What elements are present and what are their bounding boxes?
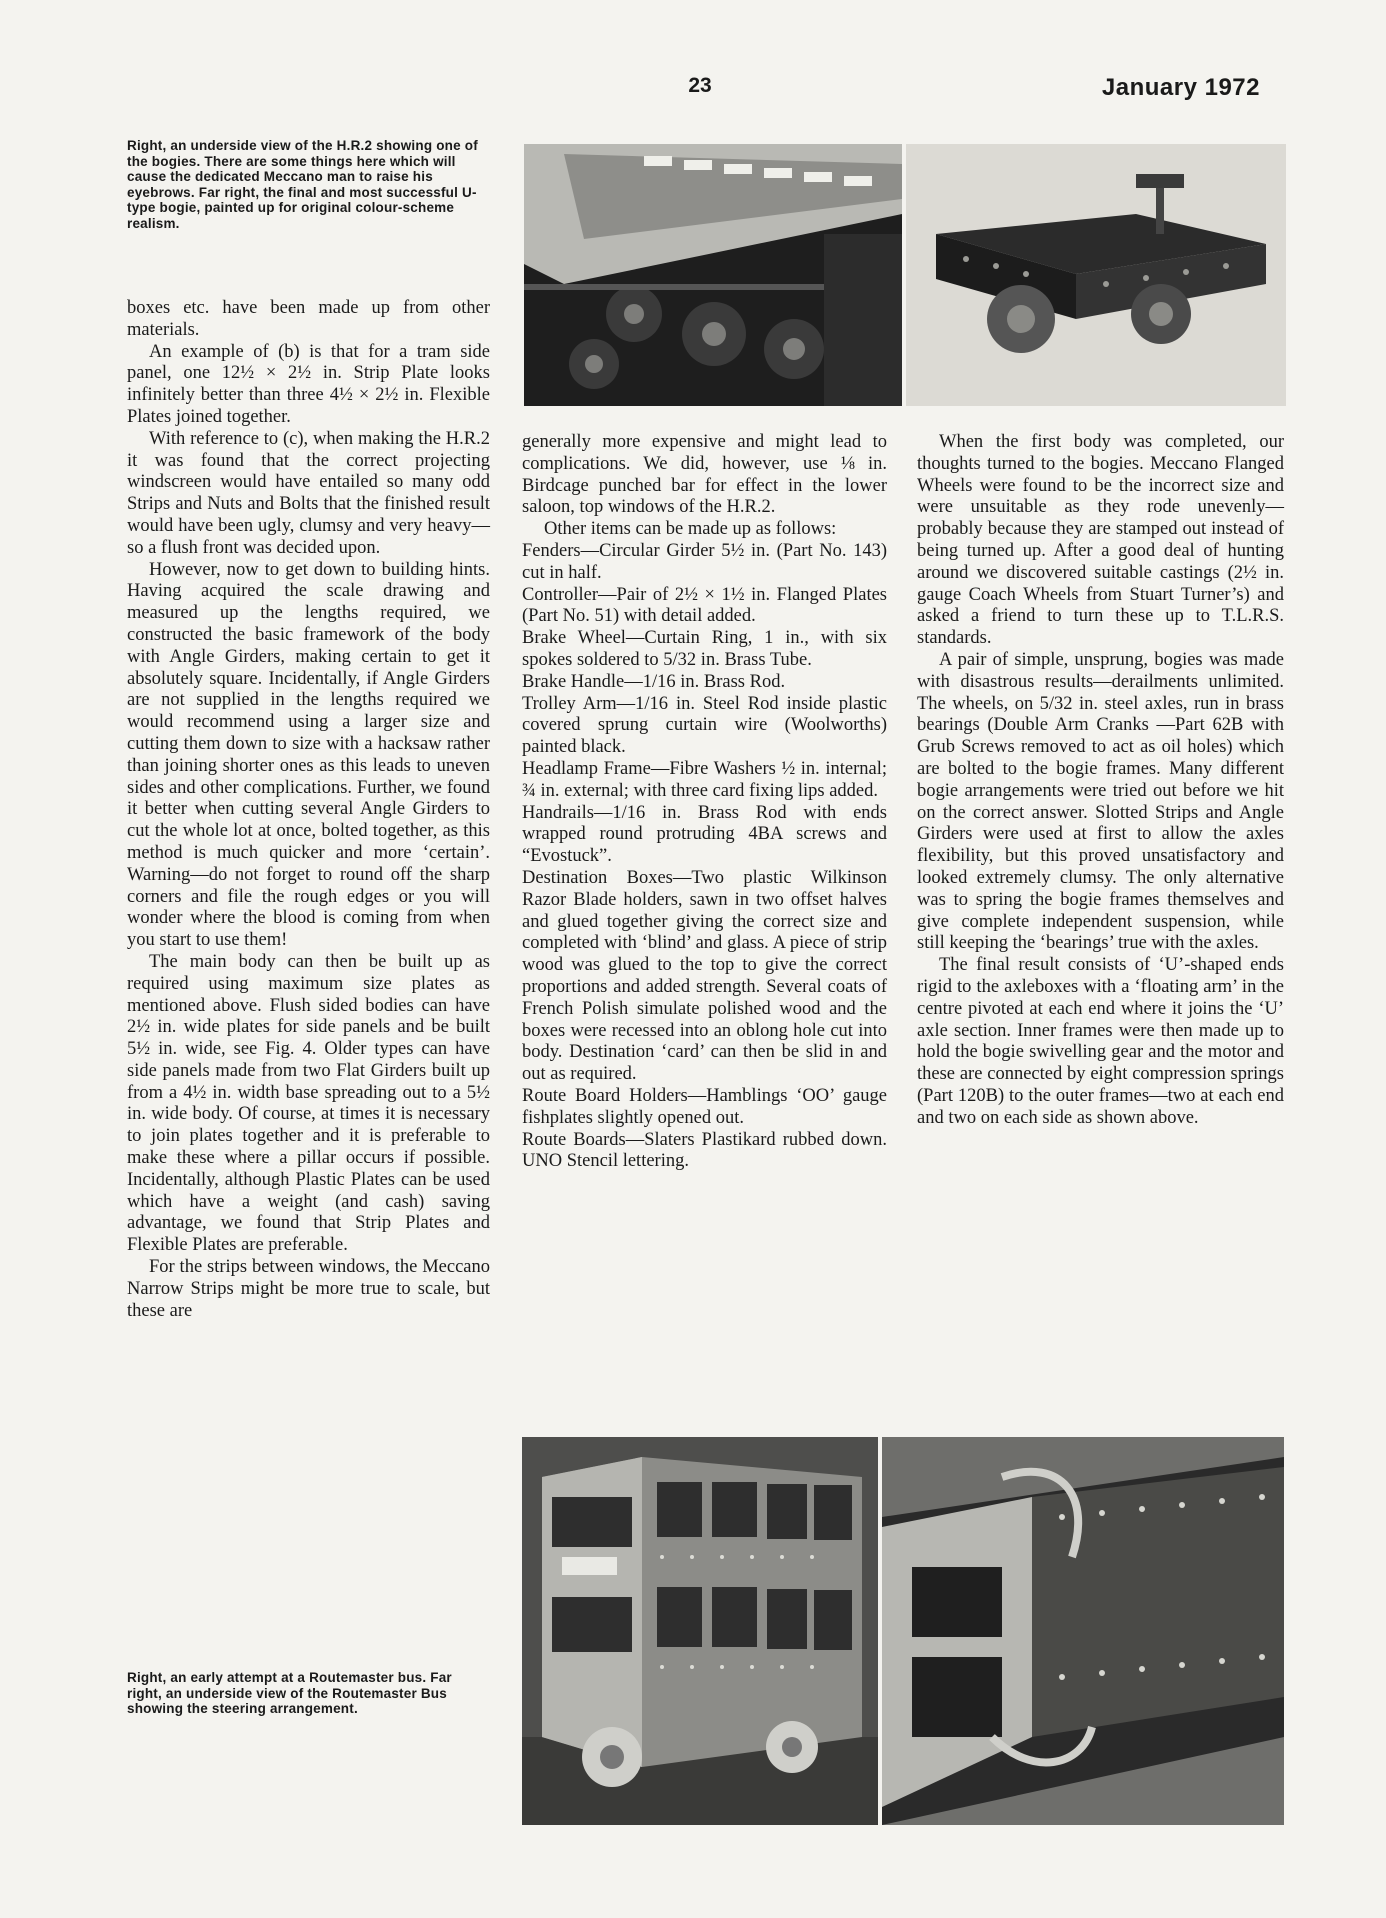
parts-list-item: Brake Handle—1/16 in. Brass Rod.	[522, 671, 786, 692]
parts-list-item: Brake Wheel—Curtain Ring, 1 in., with six spokes soldered to 5/32 in. Brass Tube.	[522, 628, 887, 670]
left-column	[127, 298, 490, 1322]
parts-list-item: Route Boards—Slaters Plastikard rubbed down. UNO Stencil lettering.	[522, 1129, 887, 1172]
routemaster-bus-graphic	[522, 1437, 878, 1825]
right-paragraph-3: The final result consists of ‘U’-shaped ends rigid to the axleboxes with a ‘floating arm’ in the centre pivoted at each end where it joins the ‘U’ axle section. Inner frames were then made up to hold the bogie swivelling gear and the motor and these are connected by eight compression springs (Part 120B) to the outer frames—two at each end and two on each side as shown above.	[917, 955, 1284, 1128]
middle-intro: generally more expensive and might lead to complications. We did, however, use ⅛ in. Birdcage punched bar for effect in the lower saloon, top windows of the H.R.2.	[522, 432, 887, 518]
left-paragraph-2: An example of (b) is that for a tram side panel, one 12½ × 2½ in. Strip Plate looks infinitely better than three 4½ × 2½ in. Flexible Plates joined together.	[127, 341, 490, 427]
right-paragraph-2: A pair of simple, unsprung, bogies was made with disastrous results—derailments unlimited. The wheels, on 5/32 in. steel axles, run in brass bearings (Double Arm Cranks —Part 62B with Grub Screws removed to act as oil holes) which are bolted to the bogie frames. Many different bogie arrangements were tried out before we hit on the correct answer. Slotted Strips and Angle Girders were used at first to allow the axles flexibility, but this proved unsatisfactory and looked extremely clumsy. The only alternative was to spring the bogie frames themselves and give complete independent suspension, while still keeping the ‘bearings’ true with the axles.	[917, 649, 1284, 954]
steering-arrangement-graphic	[882, 1437, 1284, 1825]
left-paragraph-5: The main body can then be built up as required using maximum size plates as mentioned above. Flush sided bodies can have 2½ in. wide plates for side panels and be built 5½ in. wide, see Fig. 4. Older types can have side panels made from two Flat Girders built up from a 4½ in. width base spreading out to a 5½ in. wide body. Of course, at times it is necessary to join plates together and it is preferable to make these where a pillar occurs if possible. Incidentally, although Plastic Plates can be used which have a weight (and cash) saving advantage, we found that Strip Plates and Flexible Plates are preferable.	[127, 951, 490, 1256]
middle-lead: Other items can be made up as follows:	[544, 519, 837, 540]
left-paragraph-6: For the strips between windows, the Meccano Narrow Strips might be more true to scale, but these are	[127, 1257, 490, 1321]
u-type-bogie-photo	[906, 144, 1286, 406]
parts-list-item: Destination Boxes—Two plastic Wilkinson Razor Blade holders, sawn in two offset halves and glued together giving the correct size and completed with ‘blind’ and glass. A piece of strip wood was glued to the top to give the correct proportions and added strength. Several coats of French Polish simulate polished wood and the boxes were recessed into an oblong hole cut into body. Destination ‘card’ can then be slid in and out as required.	[522, 867, 887, 1085]
left-paragraph-4: However, now to get down to building hints. Having acquired the scale drawing and measured up the lengths required, we constructed the basic framework of the body with Angle Girders, making certain to get it absolutely square. Incidentally, if Angle Girders are not supplied in the lengths required we would recommend using a larger size and cutting them down to size with a hacksaw rather than joining shorter ones as this leads to uneven sides and other complications. Further, we found it better when cutting several Angle Girders to cut the whole lot at once, bolted together, as this method is much quicker and more ‘certain’. Warning—do not forget to round off the sharp corners and file the rough edges or you will wonder where the blood is coming from when you start to use them!	[127, 559, 490, 951]
u-type-bogie-graphic	[906, 144, 1286, 406]
right-paragraph-1: When the first body was completed, our thoughts turned to the bogies. Meccano Flanged Wheels were found to be the incorrect size and were unsuitable as they rode unevenly—probably because they are stamped out instead of being turned up. After a good deal of hunting around we discovered suitable castings (2½ in. gauge Coach Wheels from Stuart Turner’s) and asked a friend to turn these up to T.L.R.S. standards.	[917, 432, 1284, 649]
right-column	[917, 432, 1284, 1130]
caption-bottom: Right, an early attempt at a Routemaster bus. Far right, an underside view of the Routemaster Bus showing the steering arrangement.	[127, 1670, 452, 1716]
page-number: 23	[688, 74, 712, 97]
issue-date: January 1972	[1101, 74, 1260, 101]
parts-list-item: Handrails—1/16 in. Brass Rod with ends wrapped round protruding 4BA screws and “Evostuck”.	[522, 802, 887, 867]
steering-arrangement-photo	[882, 1437, 1284, 1825]
parts-list-item: Trolley Arm—1/16 in. Steel Rod inside plastic covered sprung curtain wire (Woolworths) painted black.	[522, 693, 887, 758]
left-paragraph-3: With reference to (c), when making the H.R.2 it was found that the correct projecting windscreen would have entailed so many odd Strips and Nuts and Bolts that the finished result would have been ugly, clumsy and very heavy—so a flush front was decided upon.	[127, 428, 490, 558]
left-paragraph-1: boxes etc. have been made up from other materials.	[127, 298, 490, 340]
parts-list-item: Fenders—Circular Girder 5½ in. (Part No. 143) cut in half.	[522, 540, 887, 583]
caption-top: Right, an underside view of the H.R.2 showing one of the bogies. There are some things here which will cause the dedicated Meccano man to raise his eyebrows. Far right, the final and most successful U-type bogie, painted up for original colour-scheme realism.	[127, 138, 478, 231]
routemaster-bus-photo	[522, 1437, 878, 1825]
underside-view-photo	[524, 144, 902, 406]
parts-list-item: Route Board Holders—Hamblings ‘OO’ gauge fishplates slightly opened out.	[522, 1085, 887, 1128]
underside-view-graphic	[524, 144, 902, 406]
middle-column	[522, 432, 887, 1173]
parts-list-item: Controller—Pair of 2½ × 1½ in. Flanged Plates (Part No. 51) with detail added.	[522, 584, 887, 627]
parts-list-item: Headlamp Frame—Fibre Washers ½ in. internal; ¾ in. external; with three card fixing lips added.	[522, 758, 887, 801]
